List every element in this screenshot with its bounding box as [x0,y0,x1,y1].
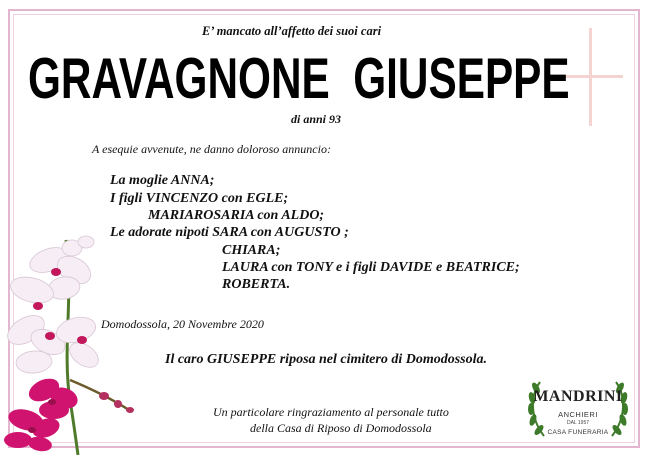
place-date: Domodossola, 20 Novembre 2020 [101,317,264,331]
family-line: LAURA con TONY e i figli DAVIDE e BEATRICE; [222,260,520,275]
family-line: CHIARA; [222,243,281,258]
family-line: ROBERTA. [222,277,291,292]
logo-name: MANDRINI [533,388,623,405]
thanks-line-2: della Casa di Riposo di Domodossola [250,421,432,435]
thanks-line-1: Un particolare ringraziamento al personale tutto [213,405,449,419]
family-line: I figli VINCENZO con EGLE; [110,191,289,206]
family-line: Le adorate nipoti SARA con AUGUSTO ; [110,225,349,240]
deceased-name: GRAVAGNONE GIUSEPPE [28,45,570,111]
intro-text: E’ mancato all’affetto dei suoi cari [202,24,382,38]
family-line: La moglie ANNA; [110,173,215,188]
logo-type: CASA FUNERARIA [547,429,609,436]
age-text: di anni 93 [291,112,342,126]
resting-place-text: Il caro GIUSEPPE riposa nel cimitero di Domodossola. [165,352,488,367]
logo-sub: ANCHIERI [558,410,598,419]
logo-since: DAL 1957 [566,420,590,426]
announce-text: A esequie avvenute, ne danno doloroso annuncio: [92,142,331,156]
orchid-icon [4,230,154,455]
funeral-home-logo [522,374,634,442]
family-line: MARIAROSARIA con ALDO; [148,208,325,223]
cross-icon [561,28,623,126]
